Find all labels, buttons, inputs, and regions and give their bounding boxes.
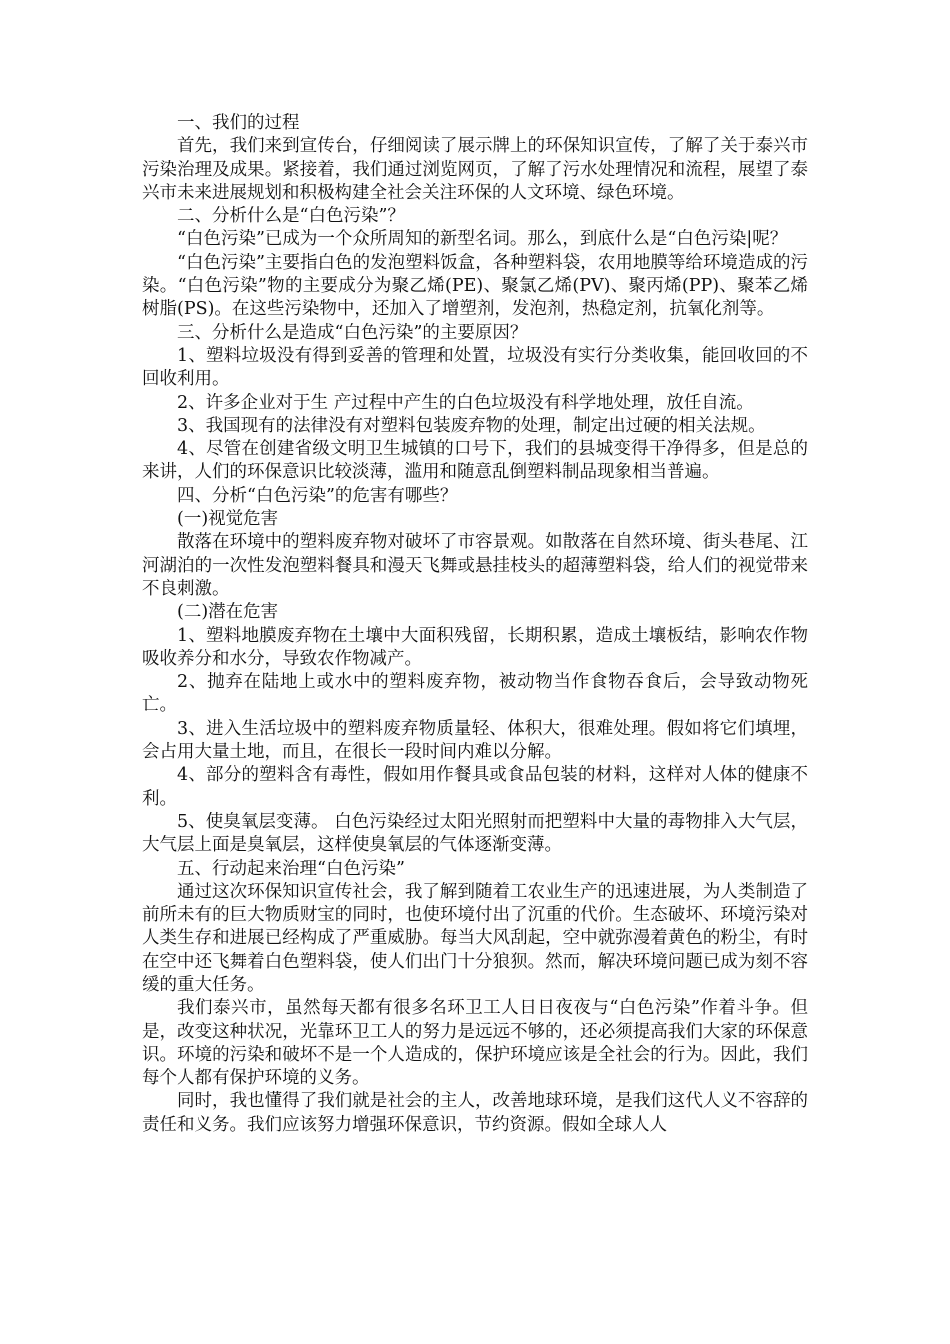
paragraph-taixing-efforts: 我们泰兴市，虽然每天都有很多名环卫工人日日夜夜与“白色污染”作着斗争。但是，改变这种状况，光靠环卫工人的努力是远远不够的，还必须提高我们大家的环保意识。环境的污染和破坏不是一个人造成的，保护环境应该是全社会的行为。因此，我们每个人都有保护环境的义务。 — [142, 998, 808, 1089]
paragraph-definition: “白色污染”主要指白色的发泡塑料饭盒，各种塑料袋，农用地膜等给环境造成的污染。“白色污染”物的主要成分为聚乙烯(PE)、聚氯乙烯(PV)、聚丙烯(PP)、聚苯乙烯树脂(PS)。在这些污染物中，还加入了增塑剂，发泡剂，热稳定剂，抗氧化剂等。 — [142, 252, 808, 320]
section-heading-action: 五、行动起来治理“白色污染” — [177, 858, 405, 879]
harm-item-3: 3、进入生活垃圾中的塑料废弃物质量轻、体积大，很难处理。假如将它们填埋，会占用大量土地，而且，在很长一段时间内难以分解。 — [142, 718, 808, 763]
cause-item-2: 2、许多企业对于生 产过程中产生的白色垃圾没有科学地处理，放任自流。 — [177, 392, 754, 413]
section-heading-what-is-white-pollution: 二、分析什么是“白色污染”？ — [177, 206, 405, 227]
harm-item-1: 1、塑料地膜废弃物在土壤中大面积残留，长期积累，造成土壤板结，影响农作物吸收养分和水分，导致农作物减产。 — [142, 625, 808, 669]
cause-item-1: 1、塑料垃圾没有得到妥善的管理和处置，垃圾没有实行分类收集，能回收回的不回收利用。 — [142, 345, 808, 390]
cause-item-4: 4、尽管在创建省级文明卫生城镇的口号下，我们的县城变得干净得多，但是总的来讲，人们的环保意识比较淡薄，滥用和随意乱倒塑料制品现象相当普遍。 — [142, 439, 808, 483]
paragraph-responsibility: 同时，我也懂得了我们就是社会的主人，改善地球环境，是我们这代人义不容辞的责任和义务。我们应该努力增强环保意识，节约资源。假如全球人人 — [142, 1091, 808, 1135]
document-body — [142, 112, 808, 1137]
subheading-potential-harm: (二)潜在危害 — [177, 602, 279, 623]
harm-item-5: 5、使臭氧层变薄。 白色污染经过太阳光照射而把塑料中大量的毒物排入大气层，大气层上面是臭氧层，这样使臭氧层的气体逐渐变薄。 — [142, 811, 808, 856]
section-heading-process: 一、我们的过程 — [177, 113, 300, 133]
paragraph-process-intro: 首先，我们来到宣传台，仔细阅读了展示牌上的环保知识宣传，了解了关于泰兴市污染治理及成果。紧接着，我们通过浏览网页，了解了污水处理情况和流程，展望了泰兴市未来进展规划和积极构建全社会关注环保的人文环境、绿色环境。 — [142, 136, 808, 203]
paragraph-action-reflection: 通过这次环保知识宣传社会，我了解到随着工农业生产的迅速进展，为人类制造了前所未有的巨大物质财宝的同时，也使环境付出了沉重的代价。生态破坏、环境污染对人类生存和进展已经构成了严重威胁。每当大风刮起，空中就弥漫着黄色的粉尘，有时在空中还飞舞着白色塑料袋，使人们出门十分狼狈。然而，解决环境问题已成为刻不容缓的重大任务。 — [142, 881, 808, 995]
harm-item-2: 2、抛弃在陆地上或水中的塑料废弃物，被动物当作食物吞食后，会导致动物死亡。 — [142, 672, 808, 716]
section-heading-harms: 四、分析“白色污染”的危害有哪些？ — [177, 485, 458, 506]
paragraph-term-question: “白色污染”已成为一个众所周知的新型名词。那么，到底什么是“白色污染|呢？ — [177, 229, 788, 250]
subheading-visual-harm: (一)视觉危害 — [177, 509, 279, 530]
harm-item-4: 4、部分的塑料含有毒性，假如用作餐具或食品包装的材料，这样对人体的健康不利。 — [142, 765, 808, 809]
cause-item-3: 3、我国现有的法律没有对塑料包装废弃物的处理，制定出过硬的相关法规。 — [177, 415, 766, 436]
section-heading-causes: 三、分析什么是造成“白色污染”的主要原因？ — [177, 322, 528, 343]
paragraph-visual-harm: 散落在环境中的塑料废弃物对破坏了市容景观。如散落在自然环境、街头巷尾、江河湖泊的一次性发泡塑料餐具和漫天飞舞或悬挂枝头的超薄塑料袋，给人们的视觉带来不良刺激。 — [142, 532, 808, 599]
